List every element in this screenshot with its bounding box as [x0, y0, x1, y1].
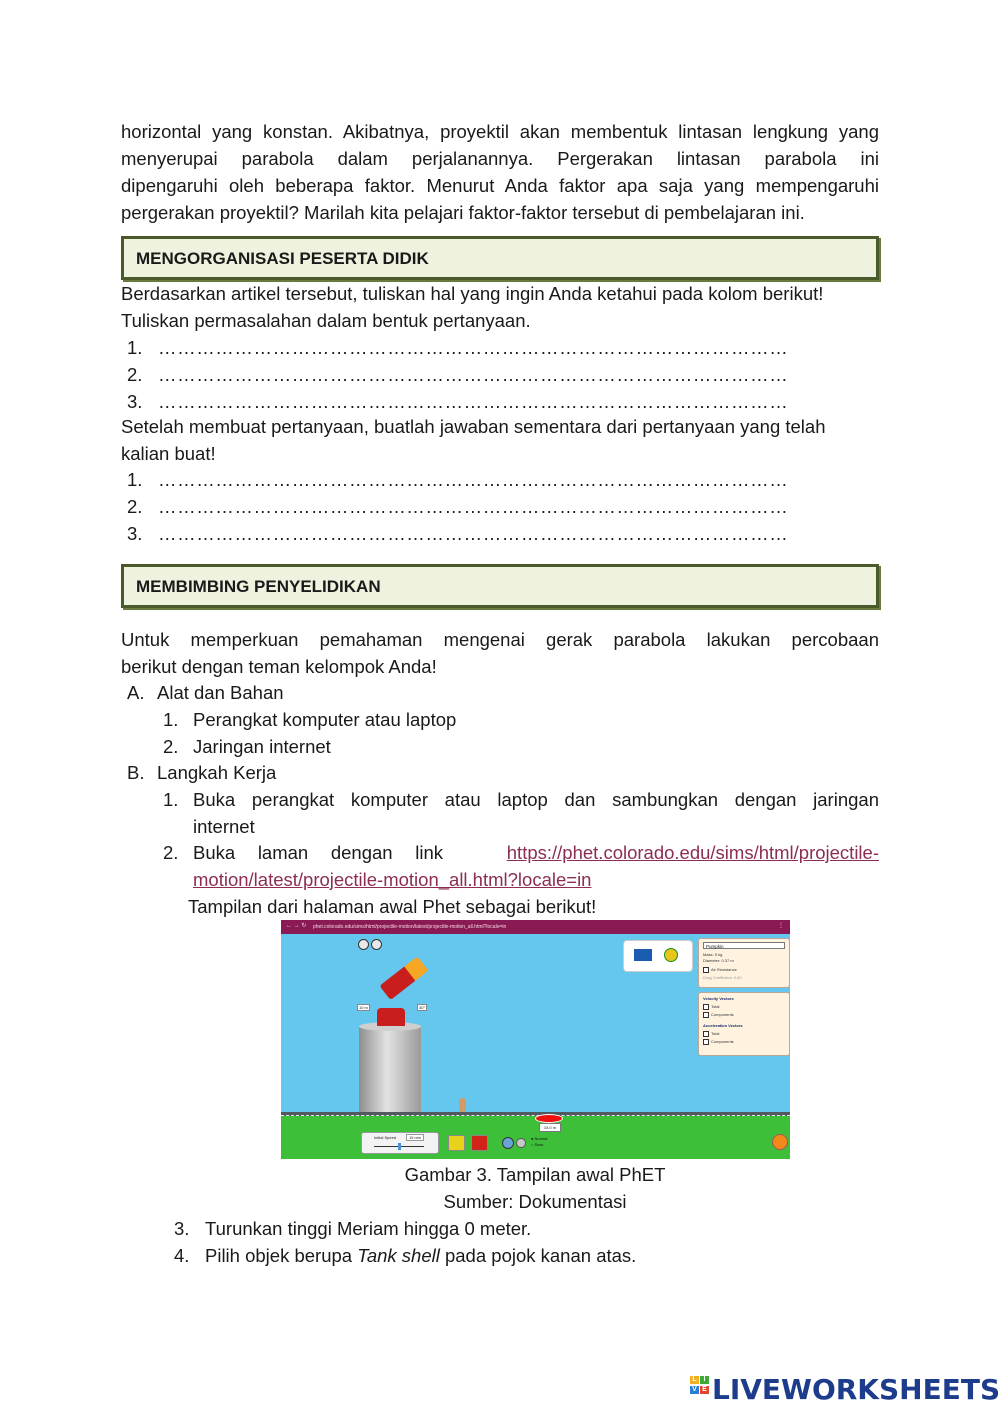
step-number: 2. — [163, 842, 179, 863]
stopwatch-icon[interactable] — [664, 948, 678, 962]
step1-line2: internet — [193, 816, 255, 837]
play-pause-button[interactable] — [502, 1137, 514, 1149]
object-panel — [698, 938, 790, 988]
target[interactable] — [535, 1114, 563, 1123]
question-line[interactable] — [0, 389, 1000, 415]
logo-text: LIVEWORKSHEETS — [712, 1373, 1000, 1406]
step-button[interactable] — [516, 1138, 526, 1148]
air-resistance-label: Air Resistance — [711, 967, 737, 973]
answer-dots[interactable]: ……………………………………………………………………………………… — [158, 469, 789, 490]
question-line[interactable] — [0, 362, 1000, 388]
section2-para-line1: Untuk memperkuan pemahaman mengenai gerak parabola lakukan percobaan — [121, 629, 879, 650]
answer-number: 2. — [127, 496, 143, 517]
checkbox-icon[interactable] — [703, 1004, 709, 1010]
slow-label: Slow — [534, 1142, 544, 1147]
logo-block: V — [690, 1386, 699, 1394]
section2-para-line2: berikut dengan teman kelompok Anda! — [121, 656, 437, 677]
cannon-pedestal[interactable] — [359, 1026, 421, 1119]
section1-para2-line2: kalian buat! — [121, 443, 216, 464]
section1-para1-line1: Berdasarkan artikel tersebut, tuliskan hal yang ingin Anda ketahui pada kolom berikut! — [121, 283, 824, 304]
cannon-height-label: 10 m — [359, 1005, 368, 1010]
section1-para1-line2: Tuliskan permasalahan dalam bentuk pertanyaan. — [121, 310, 531, 331]
cannon-base — [377, 1008, 405, 1026]
initial-speed-value: 15 m/s — [406, 1134, 424, 1141]
tool-item: Jaringan internet — [193, 736, 331, 757]
step2-prefix: Buka laman dengan link — [193, 842, 443, 863]
checkbox-icon[interactable] — [703, 1039, 709, 1045]
step2-note: Tampilan dari halaman awal Phet sebagai berikut! — [188, 896, 597, 917]
logo-block: I — [700, 1376, 709, 1384]
phet-link-part2[interactable]: motion/latest/projectile-motion_all.html?locale=in — [193, 869, 592, 890]
speed-radios[interactable]: ● Normal ○ Slow — [531, 1136, 548, 1147]
step4-pre: Pilih objek berupa — [205, 1245, 358, 1266]
section-heading-organize — [121, 236, 879, 280]
erase-button[interactable] — [448, 1135, 465, 1151]
step3-text: Turunkan tinggi Meriam hingga 0 meter. — [205, 1218, 532, 1239]
tool-item: Perangkat komputer atau laptop — [193, 709, 457, 730]
step2-line1 — [193, 840, 879, 866]
vectors-panel — [698, 992, 790, 1056]
acceleration-vectors-label: Acceleration Vectors — [703, 1023, 743, 1028]
zoom-out-icon[interactable] — [358, 939, 369, 950]
answer-line[interactable] — [0, 467, 1000, 493]
intro-line-2: menyerupai parabola dalam perjalanannya. Pergerakan lintasan parabola ini — [121, 148, 879, 169]
figure-caption: Gambar 3. Tampilan awal PhET — [404, 1164, 666, 1185]
section-heading-investigate-text: MEMBIMBING PENYELIDIKAN — [136, 577, 381, 596]
intro-line-4: pergerakan proyektil? Marilah kita pelajari faktor-faktor tersebut di pembelajaran ini. — [121, 202, 805, 223]
phet-link-part1[interactable]: https://phet.colorado.edu/sims/html/projectile- — [506, 842, 879, 863]
question-answer-dots[interactable]: ……………………………………………………………………………………… — [158, 391, 789, 412]
drag-coefficient: Drag Coefficient: 0.60 — [703, 975, 742, 980]
list-b-label: B. — [127, 762, 145, 783]
answer-line[interactable] — [0, 521, 1000, 547]
reset-button[interactable] — [772, 1134, 788, 1150]
tool-number: 1. — [163, 709, 179, 730]
tool-number: 2. — [163, 736, 179, 757]
target-distance: 15.0 m — [539, 1123, 561, 1132]
velocity-components-label: Components — [711, 1012, 734, 1018]
checkbox-icon[interactable] — [703, 967, 709, 973]
object-mass: Mass: 5 kg — [703, 952, 723, 957]
answer-dots[interactable]: ……………………………………………………………………………………… — [158, 523, 789, 544]
checkbox-icon[interactable] — [703, 1012, 709, 1018]
list-a-label: A. — [127, 682, 145, 703]
browser-nav-icons: ← → ↻ — [286, 923, 307, 929]
step-number: 1. — [163, 789, 179, 810]
intro-line-1: horizontal yang konstan. Akibatnya, proyektil akan membentuk lintasan lengkung yang — [121, 121, 879, 142]
step-number: 3. — [174, 1218, 190, 1239]
step4-post: pada pojok kanan atas. — [439, 1245, 637, 1266]
section1-para2-line1: Setelah membuat pertanyaan, buatlah jawaban sementara dari pertanyaan yang telah — [121, 416, 826, 437]
answer-line[interactable] — [0, 494, 1000, 520]
intro-line-3: dipengaruhi oleh beberapa faktor. Menurut Anda faktor apa saja yang mempengaruhi — [121, 175, 879, 196]
acceleration-total-row[interactable] — [703, 1031, 719, 1037]
browser-toolbar — [281, 920, 790, 934]
list-a-title: Alat dan Bahan — [157, 682, 284, 703]
object-diameter: Diameter: 0.37 m — [703, 958, 734, 963]
question-number: 1. — [127, 337, 143, 358]
logo-block: L — [690, 1376, 699, 1384]
zoom-in-icon[interactable] — [371, 939, 382, 950]
answer-number: 3. — [127, 523, 143, 544]
question-answer-dots[interactable]: ……………………………………………………………………………………… — [158, 337, 789, 358]
velocity-total-label: Total — [711, 1004, 720, 1010]
tools-box[interactable] — [623, 940, 693, 972]
cannon-angle-label: 30° — [419, 1005, 426, 1010]
step1-line1: Buka perangkat komputer atau laptop dan sambungkan dengan jaringan — [193, 789, 879, 810]
question-line[interactable] — [0, 335, 1000, 361]
initial-speed-label: Initial Speed — [374, 1135, 397, 1140]
velocity-vectors-label: Velocity Vectors — [703, 996, 734, 1001]
speed-slider-thumb[interactable] — [398, 1143, 401, 1150]
figure-source: Sumber: Dokumentasi — [443, 1191, 627, 1212]
list-b-title: Langkah Kerja — [157, 762, 277, 783]
velocity-components-row[interactable] — [703, 1012, 734, 1018]
tape-measure-icon[interactable] — [634, 949, 652, 961]
step4-emphasis: Tank shell — [357, 1245, 440, 1266]
phet-screenshot — [281, 920, 790, 1159]
acceleration-components-row[interactable] — [703, 1039, 734, 1045]
question-answer-dots[interactable]: ……………………………………………………………………………………… — [158, 364, 789, 385]
air-resistance-row[interactable] — [703, 967, 737, 973]
browser-url[interactable]: phet.colorado.edu/sims/html/projectile-motion/latest/projectile-motion_all.html?locale=in — [313, 924, 507, 930]
checkbox-icon[interactable] — [703, 1031, 709, 1037]
object-select[interactable]: Pumpkin — [703, 942, 785, 949]
question-number: 3. — [127, 391, 143, 412]
cannon-barrel[interactable] — [379, 956, 428, 1000]
logo-blocks-icon — [690, 1376, 710, 1404]
question-number: 2. — [127, 364, 143, 385]
answer-dots[interactable]: ……………………………………………………………………………………… — [158, 496, 789, 517]
normal-label: Normal — [534, 1136, 548, 1141]
step-number: 4. — [174, 1245, 190, 1266]
velocity-total-row[interactable] — [703, 1004, 719, 1010]
acceleration-components-label: Components — [711, 1039, 734, 1045]
fire-button[interactable] — [471, 1135, 488, 1151]
step4-text — [205, 1243, 636, 1269]
browser-menu-icon[interactable]: ⋮ — [778, 923, 784, 929]
logo-block: E — [700, 1386, 709, 1394]
initial-speed-control[interactable] — [361, 1132, 439, 1154]
answer-number: 1. — [127, 469, 143, 490]
acceleration-total-label: Total — [711, 1031, 720, 1037]
person-figure — [459, 1098, 466, 1112]
section-heading-organize-text: MENGORGANISASI PESERTA DIDIK — [136, 249, 429, 268]
section-heading-investigate — [121, 564, 879, 608]
